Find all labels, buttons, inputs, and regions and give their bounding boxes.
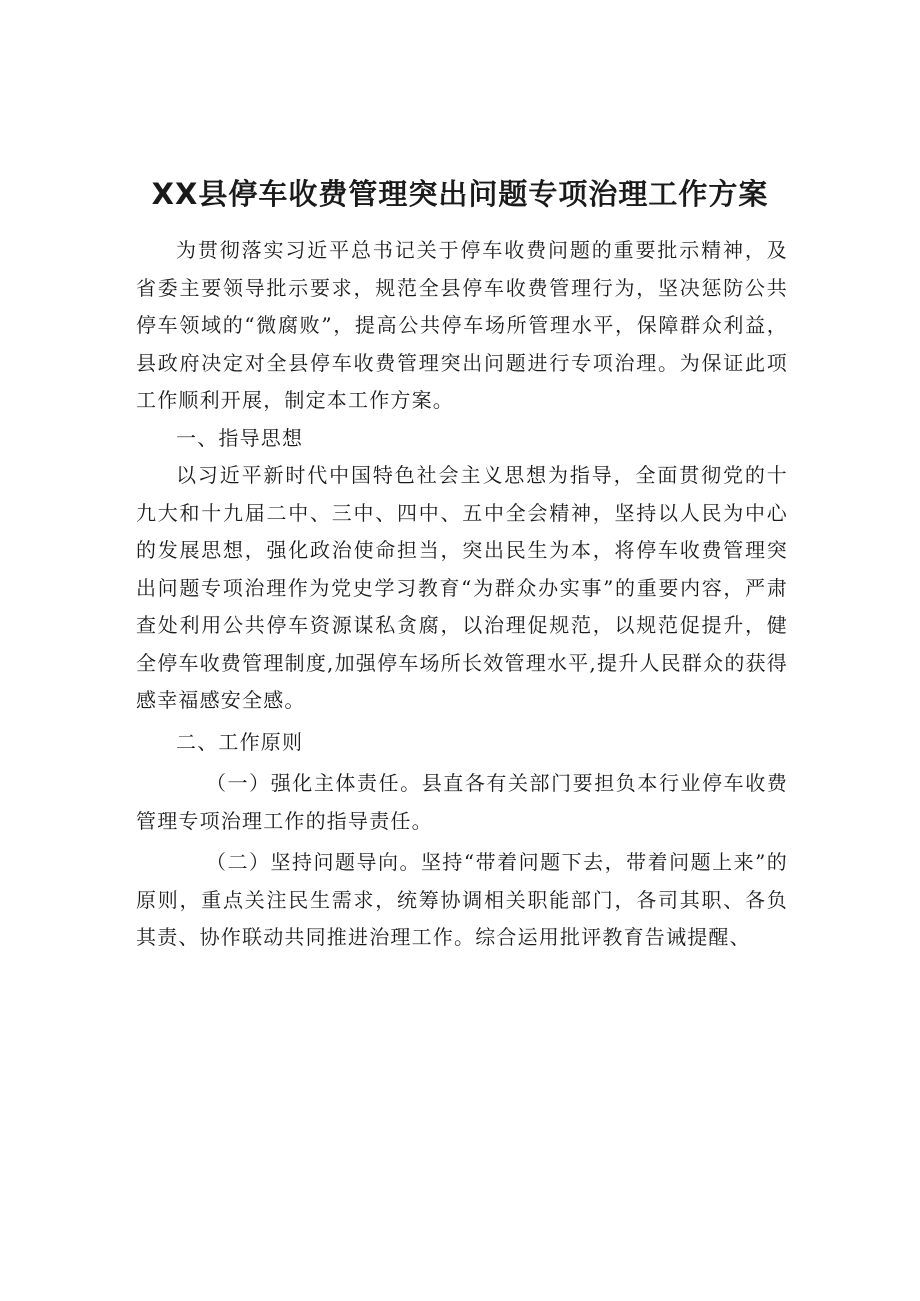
section-heading-work-principles: 二、工作原则: [176, 729, 304, 754]
intro-paragraph: 为贯彻落实习近平总书记关于停车收费问题的重要批示精神，及省委主要领导批示要求，规范全县停车收费管理行为，坚决惩防公共停车领域的“微腐败”，提高公共停车场所管理水平，保障群众利益，县政府决定对全县停车收费管理突出问题进行专项治理。为保证此项工作顺利开展，制定本工作方案。: [136, 238, 788, 412]
principle-item-1: （一）强化主体责任。县直各有关部门要担负本行业停车收费管理专项治理工作的指导责任。: [136, 771, 788, 833]
section-heading-guiding-ideology: 一、指导思想: [176, 425, 304, 450]
document-title: XX县停车收费管理突出问题专项治理工作方案: [151, 177, 769, 211]
guiding-ideology-paragraph: 以习近平新时代中国特色社会主义思想为指导，全面贯彻党的十九大和十九届二中、三中、四中、五中全会精神，坚持以人民为中心的发展思想，强化政治使命担当，突出民生为本，将停车收费管理突出问题专项治理作为党史学习教育“为群众办实事”的重要内容，严肃查处利用公共停车资源谋私贪腐，以治理促规范，以规范促提升，健全停车收费管理制度,加强停车场所长效管理水平,提升人民群众的获得感幸福感安全感。: [136, 463, 788, 712]
document-body: [136, 232, 788, 957]
principle-item-2: （二）坚持问题导向。坚持“带着问题下去，带着问题上来”的原则，重点关注民生需求，统筹协调相关职能部门，各司其职、各负其责、协作联动共同推进治理工作。综合运用批评教育告诫提醒、: [136, 850, 788, 949]
